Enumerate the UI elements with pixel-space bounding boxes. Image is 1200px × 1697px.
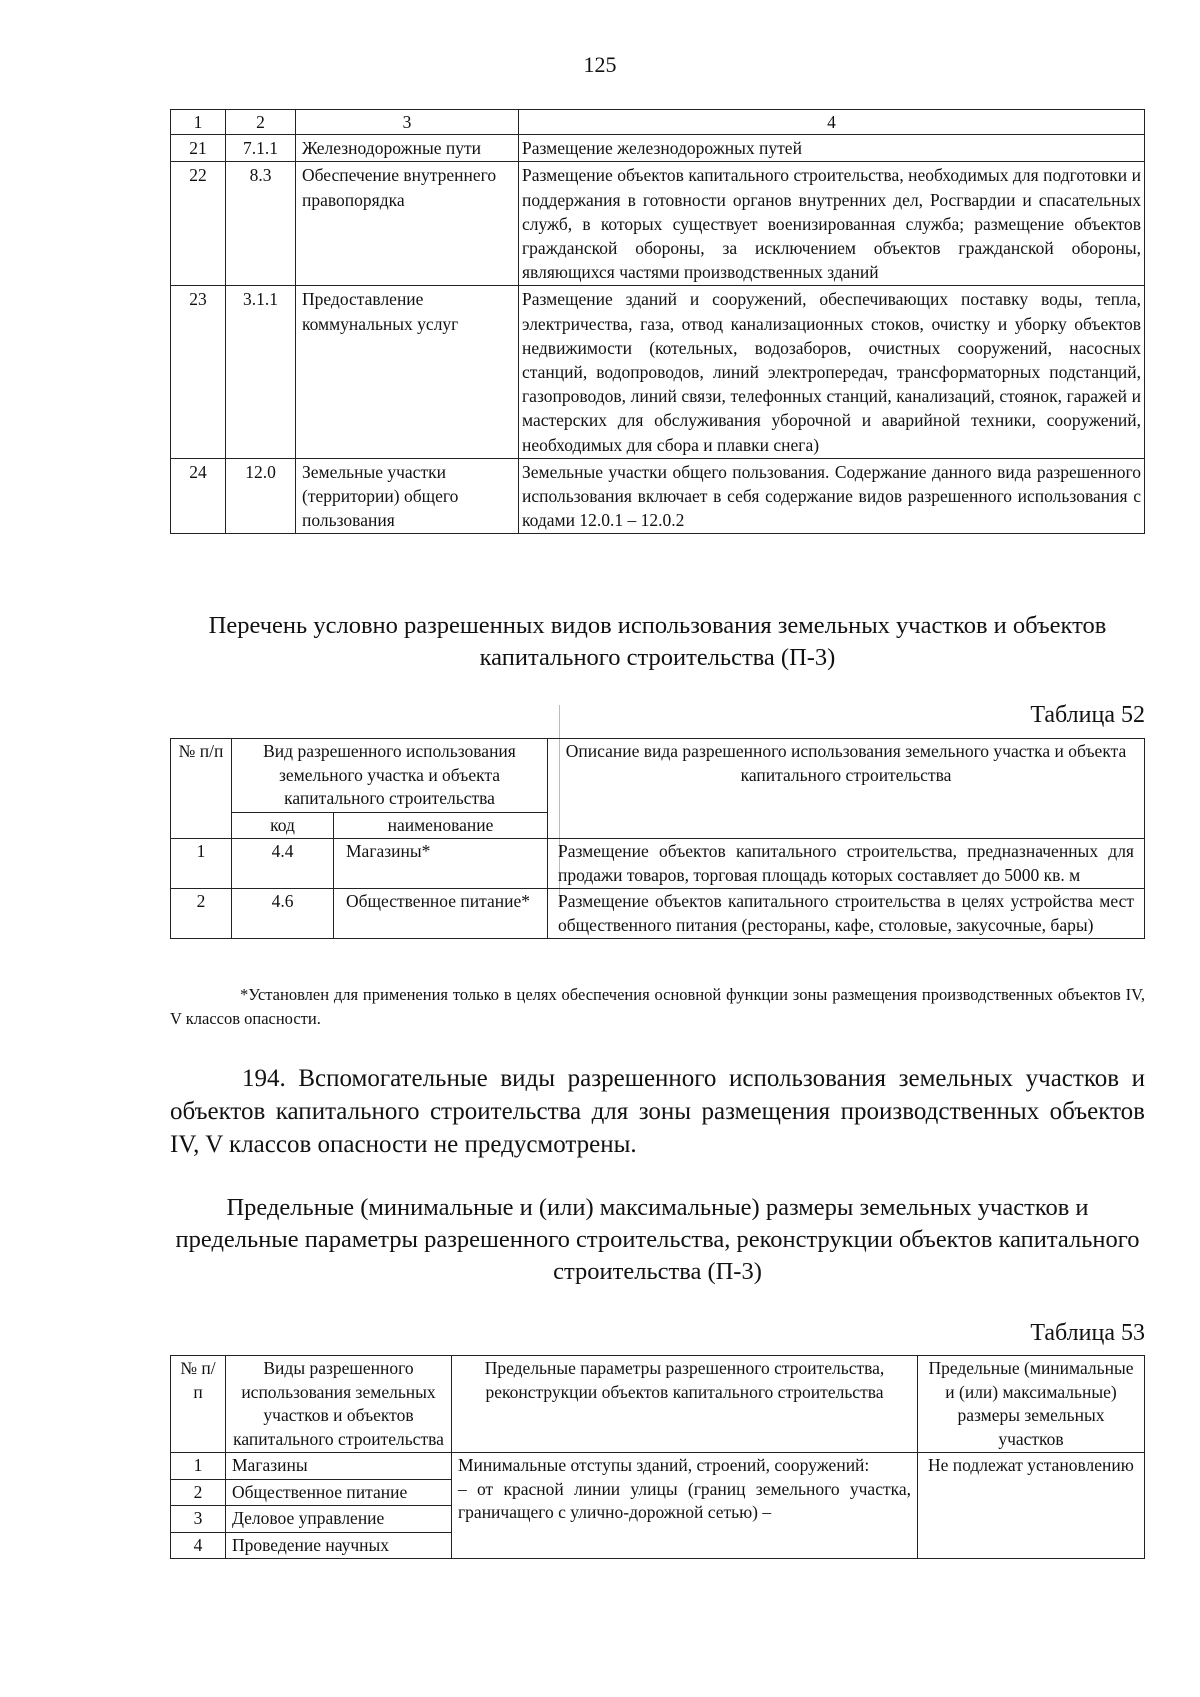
row-name: Предоставление коммунальных услуг bbox=[296, 286, 519, 458]
table-row bbox=[171, 1453, 1145, 1480]
limits-table bbox=[170, 1355, 1145, 1559]
page-number: 125 bbox=[583, 52, 617, 77]
paragraph-194: 194. Вспомогательные виды разрешенного использования земельных участков и объектов капитального строительства для зоны размещения производственных объектов IV, V классов опасности не предусмотрены. bbox=[170, 1065, 1145, 1158]
row-name: Железнодорожные пути bbox=[296, 135, 519, 162]
table-52-label: Таблица 52 bbox=[1030, 702, 1145, 728]
conditional-uses-table bbox=[170, 738, 1145, 939]
allowed-uses-table bbox=[170, 109, 1145, 534]
row-description: Размещение зданий и сооружений, обеспечивающих поставку воды, тепла, электричества, газа, отвод канализационных стоков, очистку и уборку объектов недвижимости (котельных, водозаборов, очистных сооружений, насосных станций, водопроводов, линий электропередач, трансформаторных подстанций, газопроводов, линий связи, телефонных станций, канализаций, стоянок, гаражей и мастерских для обслуживания уборочной и аварийной техники, сооружений, необходимых для сбора и плавки снега) bbox=[519, 286, 1145, 458]
row-number: 2 bbox=[171, 1479, 226, 1506]
table-header-row bbox=[171, 1356, 1145, 1453]
column-params-header: Предельные параметры разрешенного строительства, реконструкции объектов капитального строительства bbox=[452, 1356, 918, 1453]
row-number: 21 bbox=[171, 135, 226, 162]
table-row bbox=[171, 135, 1145, 162]
column-kinds-header: Виды разрешенного использования земельных участков и объектов капитального строительства bbox=[226, 1356, 452, 1453]
row-number: 2 bbox=[171, 889, 232, 939]
row-description: Размещение объектов капитального строительства, предназначенных для продажи товаров, торговая площадь которых составляет до 5000 кв. м bbox=[548, 839, 1145, 889]
table-row bbox=[171, 458, 1145, 534]
column-number-header: № п/п bbox=[171, 739, 232, 839]
table-row bbox=[171, 839, 1145, 889]
row-name: Общественное питание* bbox=[334, 889, 548, 939]
row-number: 1 bbox=[171, 839, 232, 889]
table-header-row bbox=[171, 110, 1145, 135]
row-description: Размещение объектов капитального строительства в целях устройства мест общественного питания (рестораны, кафе, столовые, закусочные, бары) bbox=[548, 889, 1145, 939]
column-sizes-header: Предельные (минимальные и (или) максимальные) размеры земельных участков bbox=[918, 1356, 1145, 1453]
row-code: 4.6 bbox=[232, 889, 334, 939]
column-kind-header: Вид разрешенного использования земельного участка и объекта капитального строительства bbox=[232, 739, 548, 813]
sizes-cell: Не подлежат установлению bbox=[918, 1453, 1145, 1559]
params-cell: Минимальные отступы зданий, строений, сооружений: – от красной линии улицы (границ земельного участка, граничащего с улично-дорожной сетью) – bbox=[452, 1453, 918, 1559]
table-row bbox=[171, 286, 1145, 458]
column-name-header: наименование bbox=[334, 812, 548, 839]
limits-heading: Предельные (минимальные и (или) максимальные) размеры земельных участков и предельные параметры разрешенного строительства, реконструкции объектов капитального строительства (П-3) bbox=[175, 1194, 1140, 1285]
conditional-uses-heading: Перечень условно разрешенных видов использования земельных участков и объектов капитального строительства (П-3) bbox=[208, 612, 1107, 671]
row-code: 3.1.1 bbox=[226, 286, 296, 458]
column-code-header: код bbox=[232, 812, 334, 839]
row-name: Проведение научных bbox=[226, 1532, 452, 1559]
table-header-row bbox=[171, 739, 1145, 813]
column-description-header: Описание вида разрешенного использования земельного участка и объекта капитального строительства bbox=[548, 739, 1145, 839]
row-description: Размещение объектов капитального строительства, необходимых для подготовки и поддержания в готовности органов внутренних дел, Росгвардии и спасательных служб, в которых существует военизированная служба; размещение объектов гражданской обороны, за исключением объектов гражданской обороны, являющихся частями производственных зданий bbox=[519, 162, 1145, 286]
table-row bbox=[171, 162, 1145, 286]
column-name-header: 3 bbox=[296, 110, 519, 135]
row-number: 1 bbox=[171, 1453, 226, 1480]
row-code: 12.0 bbox=[226, 458, 296, 534]
column-number-header: 1 bbox=[171, 110, 226, 135]
row-name: Магазины bbox=[226, 1453, 452, 1480]
row-description: Размещение железнодорожных путей bbox=[519, 135, 1145, 162]
footnote: *Установлен для применения только в целях обеспечения основной функции зоны размещения производственных объектов IV, V классов опасности. bbox=[170, 985, 1145, 1028]
row-name: Обеспечение внутреннего правопорядка bbox=[296, 162, 519, 286]
table-53-label: Таблица 53 bbox=[1030, 1320, 1145, 1346]
row-number: 3 bbox=[171, 1506, 226, 1533]
column-code-header: 2 bbox=[226, 110, 296, 135]
row-number: 4 bbox=[171, 1532, 226, 1559]
row-code: 8.3 bbox=[226, 162, 296, 286]
row-number: 22 bbox=[171, 162, 226, 286]
row-name: Общественное питание bbox=[226, 1479, 452, 1506]
row-name: Земельные участки (территории) общего пользования bbox=[296, 458, 519, 534]
column-number-header: № п/п bbox=[171, 1356, 226, 1453]
row-code: 7.1.1 bbox=[226, 135, 296, 162]
row-name: Магазины* bbox=[334, 839, 548, 889]
row-description: Земельные участки общего пользования. Содержание данного вида разрешенного использования включает в себя содержание видов разрешенного использования с кодами 12.0.1 – 12.0.2 bbox=[519, 458, 1145, 534]
row-number: 23 bbox=[171, 286, 226, 458]
row-name: Деловое управление bbox=[226, 1506, 452, 1533]
column-description-header: 4 bbox=[519, 110, 1145, 135]
row-code: 4.4 bbox=[232, 839, 334, 889]
table-row bbox=[171, 889, 1145, 939]
row-number: 24 bbox=[171, 458, 226, 534]
